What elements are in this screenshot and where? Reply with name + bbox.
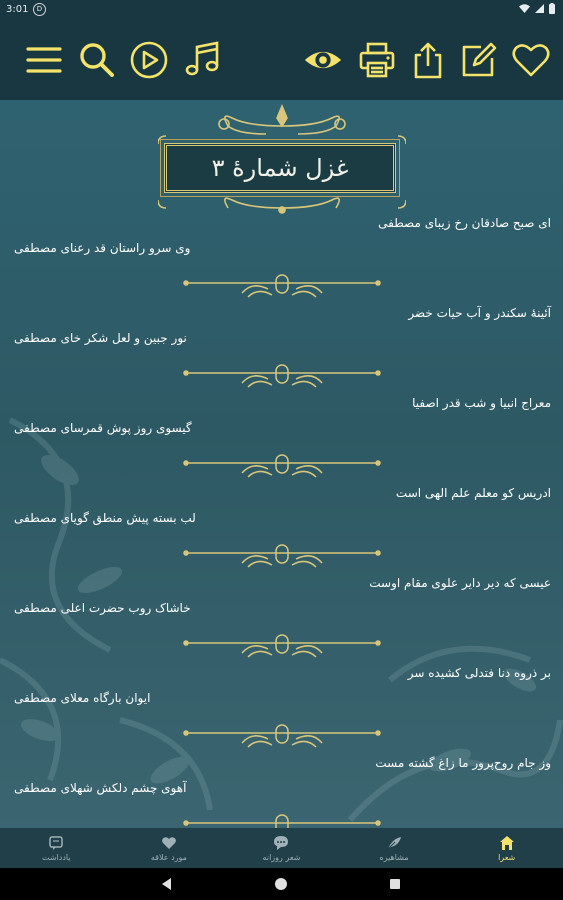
note-icon [48,835,64,851]
chat-icon [273,835,289,851]
nav-label-favorites: مورد علاقه [150,852,187,862]
verse-3-first: معراج انبیا و شب قدر اصفیا [412,396,551,410]
back-icon[interactable] [159,876,175,892]
heart-icon[interactable] [511,40,551,80]
share-icon[interactable] [408,40,448,80]
nav-label-poets: شعرا [498,852,516,862]
menu-icon[interactable] [24,40,64,80]
home-icon [499,835,515,851]
verse-1-first: ای صبح صادقان رخ زیبای مصطفی [378,216,551,230]
status-time: 3:01 [6,4,29,15]
bottom-navigation [0,828,563,868]
status-bar [0,0,563,20]
system-status-icons [519,3,555,14]
nav-item-daily-poem[interactable] [225,828,338,868]
couplet-divider [182,811,382,828]
nav-label-celebrities: مشاهیره [379,852,409,862]
verse-6-first: بر ذروه دنا فتدلی کشیده سر [407,666,551,680]
verse-6-second: ایوان بارگاه معلای مصطفی [14,691,151,705]
poem-title: غزل شمارهٔ ۳ [211,154,349,182]
verse-4-first: ادریس کو معلم علم الهی است [395,486,551,500]
verse-7-second: آهوی چشم دلکش شهلای مصطفی [14,781,187,795]
verse-7-first: وز جام روح‌پرور ما زاغ گشته مست [375,756,551,770]
nav-item-favorites[interactable] [113,828,226,868]
nav-item-notes[interactable] [0,828,113,868]
verse-2-second: نور جبین و لعل شکر خای مصطفی [14,331,187,345]
eye-icon[interactable] [303,40,345,80]
heart-icon [161,835,177,851]
signal-icon [535,4,544,13]
edit-icon[interactable] [459,40,499,80]
nav-item-celebrities[interactable] [338,828,451,868]
nav-label-daily-poem: شعر روزانه [262,852,301,862]
recents-icon[interactable] [387,876,403,892]
couplet-divider [182,541,382,571]
search-icon[interactable] [77,40,117,80]
verse-4-second: لب بسته پیش منطق گویای مصطفی [14,511,196,525]
top-toolbar [0,20,563,100]
music-icon[interactable] [183,40,223,80]
feather-icon [386,835,402,851]
play-icon[interactable] [129,40,169,80]
nav-item-poets[interactable] [450,828,563,868]
system-navigation-bar [0,868,563,900]
verse-3-second: گیسوی روز پوش قمرسای مصطفی [14,421,192,435]
nav-label-notes: یادداشت [42,852,71,862]
verse-5-first: عیسی که دیر دایر علوی مقام اوست [369,576,551,590]
print-icon[interactable] [357,40,397,80]
verse-5-second: خاشاک روب حضرت اعلی مصطفی [14,601,191,615]
couplet-divider [182,451,382,481]
couplet-divider [182,271,382,301]
couplet-divider [182,631,382,661]
poem-content[interactable] [0,100,563,828]
verse-1-second: وی سرو راستان قد رعنای مصطفی [14,241,191,255]
notification-icon: D [33,3,46,16]
home-icon[interactable] [273,876,289,892]
verse-2-first: آئینهٔ سکندر و آب حیات خضر [408,306,551,320]
battery-icon [549,3,555,14]
couplet-divider [182,721,382,751]
wifi-icon [519,4,530,13]
couplet-divider [182,361,382,391]
